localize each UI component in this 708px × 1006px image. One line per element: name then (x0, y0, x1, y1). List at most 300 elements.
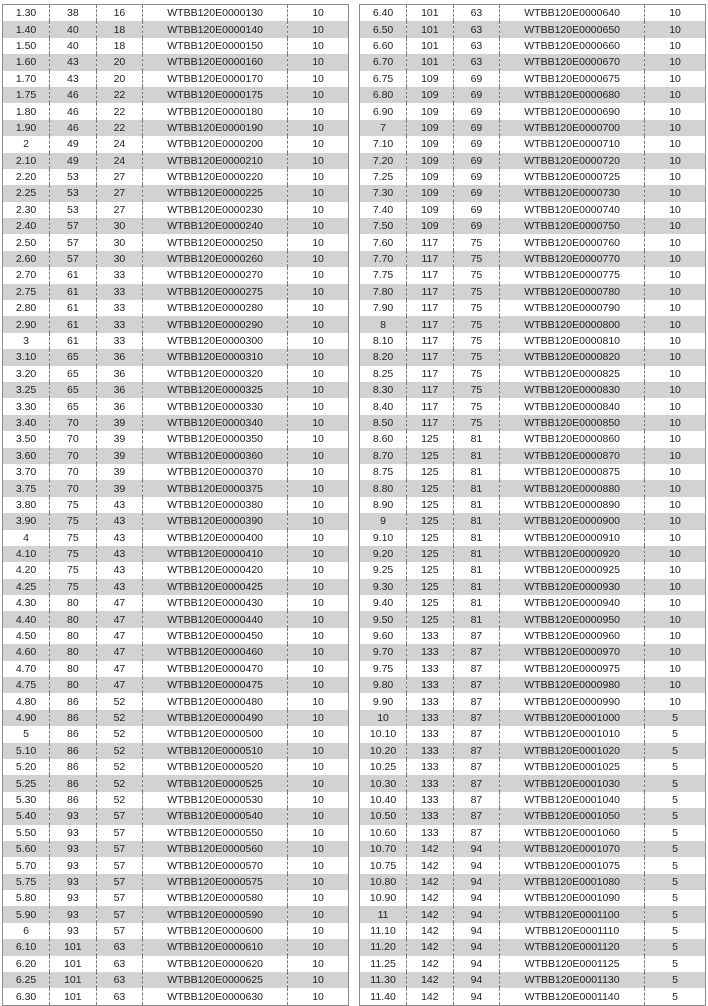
table-row (360, 415, 705, 431)
part-number-cell: WTBB120E0000540 (143, 808, 288, 824)
part-number-cell: WTBB120E0001075 (500, 857, 645, 873)
length-cell: 93 (50, 874, 97, 890)
size-cell: 1.80 (3, 103, 50, 119)
table-row (360, 513, 705, 529)
pack-qty-cell: 10 (645, 366, 705, 382)
pack-qty-cell: 10 (288, 38, 348, 54)
part-number-cell: WTBB120E0000825 (500, 366, 645, 382)
flute-length-cell: 75 (453, 251, 500, 267)
part-number-cell: WTBB120E0000800 (500, 316, 645, 332)
part-number-cell: WTBB120E0001020 (500, 743, 645, 759)
length-cell: 109 (407, 87, 454, 103)
flute-length-cell: 33 (96, 284, 143, 300)
size-cell: 4.75 (3, 677, 50, 693)
size-cell: 4.40 (3, 611, 50, 627)
length-cell: 101 (407, 38, 454, 54)
pack-qty-cell: 10 (288, 382, 348, 398)
length-cell: 86 (50, 759, 97, 775)
size-cell: 10.50 (360, 808, 407, 824)
pack-qty-cell: 10 (645, 644, 705, 660)
length-cell: 133 (407, 661, 454, 677)
pack-qty-cell: 10 (288, 595, 348, 611)
flute-length-cell: 94 (453, 906, 500, 922)
length-cell: 93 (50, 906, 97, 922)
table-row (360, 87, 705, 103)
size-cell: 4.25 (3, 579, 50, 595)
table-row (360, 153, 705, 169)
length-cell: 133 (407, 792, 454, 808)
part-number-cell: WTBB120E0000610 (143, 939, 288, 955)
length-cell: 53 (50, 169, 97, 185)
length-cell: 101 (407, 5, 454, 21)
flute-length-cell: 94 (453, 923, 500, 939)
length-cell: 117 (407, 366, 454, 382)
size-cell: 6.25 (3, 972, 50, 988)
size-cell: 10.20 (360, 743, 407, 759)
part-number-cell: WTBB120E0000670 (500, 54, 645, 70)
pack-qty-cell: 10 (288, 448, 348, 464)
pack-qty-cell: 10 (645, 5, 705, 21)
right-table-body (360, 5, 705, 1005)
length-cell: 46 (50, 103, 97, 119)
flute-length-cell: 75 (453, 267, 500, 283)
pack-qty-cell: 10 (288, 497, 348, 513)
size-cell: 5.40 (3, 808, 50, 824)
length-cell: 86 (50, 775, 97, 791)
pack-qty-cell: 5 (645, 710, 705, 726)
length-cell: 61 (50, 300, 97, 316)
pack-qty-cell: 10 (288, 251, 348, 267)
pack-qty-cell: 10 (288, 988, 348, 1004)
pack-qty-cell: 10 (645, 103, 705, 119)
size-cell: 9.60 (360, 628, 407, 644)
length-cell: 125 (407, 513, 454, 529)
length-cell: 109 (407, 103, 454, 119)
flute-length-cell: 87 (453, 792, 500, 808)
table-row (3, 644, 348, 660)
size-cell: 2.50 (3, 234, 50, 250)
flute-length-cell: 94 (453, 956, 500, 972)
part-number-cell: WTBB120E0001060 (500, 825, 645, 841)
length-cell: 70 (50, 480, 97, 496)
length-cell: 75 (50, 497, 97, 513)
size-cell: 10.75 (360, 857, 407, 873)
table-row (3, 710, 348, 726)
size-cell: 3 (3, 333, 50, 349)
flute-length-cell: 63 (96, 939, 143, 955)
flute-length-cell: 57 (96, 923, 143, 939)
pack-qty-cell: 10 (645, 677, 705, 693)
part-number-cell: WTBB120E0000975 (500, 661, 645, 677)
table-row (360, 202, 705, 218)
flute-length-cell: 33 (96, 316, 143, 332)
pack-qty-cell: 10 (645, 284, 705, 300)
part-number-cell: WTBB120E0000130 (143, 5, 288, 21)
size-cell: 6 (3, 923, 50, 939)
table-row (360, 349, 705, 365)
flute-length-cell: 36 (96, 398, 143, 414)
size-cell: 1.50 (3, 38, 50, 54)
table-row (360, 497, 705, 513)
length-cell: 61 (50, 333, 97, 349)
size-cell: 5.60 (3, 841, 50, 857)
size-cell: 10.90 (360, 890, 407, 906)
part-number-cell: WTBB120E0000775 (500, 267, 645, 283)
table-row (360, 5, 705, 21)
length-cell: 101 (50, 988, 97, 1004)
size-cell: 6.70 (360, 54, 407, 70)
table-row (3, 284, 348, 300)
flute-length-cell: 52 (96, 710, 143, 726)
part-number-cell: WTBB120E0000900 (500, 513, 645, 529)
length-cell: 142 (407, 988, 454, 1004)
size-cell: 10.10 (360, 726, 407, 742)
size-cell: 9.10 (360, 530, 407, 546)
part-number-cell: WTBB120E0000860 (500, 431, 645, 447)
length-cell: 133 (407, 808, 454, 824)
pack-qty-cell: 10 (288, 530, 348, 546)
flute-length-cell: 39 (96, 415, 143, 431)
table-row (3, 333, 348, 349)
part-number-cell: WTBB120E0000225 (143, 185, 288, 201)
table-row (3, 415, 348, 431)
part-number-cell: WTBB120E0000575 (143, 874, 288, 890)
table-row (3, 775, 348, 791)
length-cell: 117 (407, 398, 454, 414)
length-cell: 109 (407, 120, 454, 136)
flute-length-cell: 81 (453, 595, 500, 611)
length-cell: 142 (407, 972, 454, 988)
flute-length-cell: 27 (96, 185, 143, 201)
length-cell: 65 (50, 366, 97, 382)
part-number-cell: WTBB120E0000730 (500, 185, 645, 201)
size-cell: 6.60 (360, 38, 407, 54)
table-row (3, 448, 348, 464)
flute-length-cell: 81 (453, 562, 500, 578)
length-cell: 117 (407, 300, 454, 316)
table-row (360, 398, 705, 414)
part-number-cell: WTBB120E0000220 (143, 169, 288, 185)
size-cell: 8.10 (360, 333, 407, 349)
length-cell: 49 (50, 153, 97, 169)
pack-qty-cell: 10 (288, 677, 348, 693)
part-number-cell: WTBB120E0000475 (143, 677, 288, 693)
part-number-cell: WTBB120E0000310 (143, 349, 288, 365)
table-row (3, 87, 348, 103)
pack-qty-cell: 10 (288, 759, 348, 775)
flute-length-cell: 57 (96, 874, 143, 890)
size-cell: 3.90 (3, 513, 50, 529)
size-cell: 4.20 (3, 562, 50, 578)
flute-length-cell: 16 (96, 5, 143, 21)
part-number-cell: WTBB120E0000925 (500, 562, 645, 578)
size-cell: 5.50 (3, 825, 50, 841)
table-row (3, 661, 348, 677)
part-number-cell: WTBB120E0000600 (143, 923, 288, 939)
size-cell: 11 (360, 906, 407, 922)
part-number-cell: WTBB120E0000700 (500, 120, 645, 136)
length-cell: 61 (50, 316, 97, 332)
table-row (3, 5, 348, 21)
table-row (360, 906, 705, 922)
pack-qty-cell: 10 (288, 628, 348, 644)
flute-length-cell: 69 (453, 218, 500, 234)
length-cell: 65 (50, 398, 97, 414)
length-cell: 133 (407, 726, 454, 742)
flute-length-cell: 47 (96, 611, 143, 627)
flute-length-cell: 69 (453, 185, 500, 201)
part-number-cell: WTBB120E0000500 (143, 726, 288, 742)
pack-qty-cell: 10 (288, 857, 348, 873)
part-number-cell: WTBB120E0000360 (143, 448, 288, 464)
table-row (3, 857, 348, 873)
length-cell: 109 (407, 153, 454, 169)
part-number-cell: WTBB120E0000780 (500, 284, 645, 300)
flute-length-cell: 30 (96, 251, 143, 267)
table-row (3, 743, 348, 759)
part-number-cell: WTBB120E0001130 (500, 972, 645, 988)
table-row (3, 38, 348, 54)
table-row (3, 562, 348, 578)
length-cell: 38 (50, 5, 97, 21)
length-cell: 133 (407, 825, 454, 841)
pack-qty-cell: 10 (645, 513, 705, 529)
part-number-cell: WTBB120E0001010 (500, 726, 645, 742)
pack-qty-cell: 10 (288, 333, 348, 349)
pack-qty-cell: 10 (645, 415, 705, 431)
size-cell: 6.50 (360, 21, 407, 37)
table-row (360, 775, 705, 791)
flute-length-cell: 57 (96, 825, 143, 841)
flute-length-cell: 87 (453, 710, 500, 726)
pack-qty-cell: 5 (645, 825, 705, 841)
pack-qty-cell: 5 (645, 972, 705, 988)
size-cell: 10.40 (360, 792, 407, 808)
pack-qty-cell: 10 (645, 234, 705, 250)
length-cell: 75 (50, 546, 97, 562)
length-cell: 117 (407, 251, 454, 267)
length-cell: 133 (407, 677, 454, 693)
part-number-cell: WTBB120E0000590 (143, 906, 288, 922)
table-row (3, 349, 348, 365)
length-cell: 86 (50, 726, 97, 742)
length-cell: 142 (407, 923, 454, 939)
table-row (360, 284, 705, 300)
table-row (360, 382, 705, 398)
part-number-cell: WTBB120E0000300 (143, 333, 288, 349)
table-row (3, 759, 348, 775)
flute-length-cell: 94 (453, 939, 500, 955)
size-cell: 7.25 (360, 169, 407, 185)
part-number-cell: WTBB120E0000280 (143, 300, 288, 316)
part-number-cell: WTBB120E0000340 (143, 415, 288, 431)
table-row (360, 546, 705, 562)
flute-length-cell: 81 (453, 448, 500, 464)
size-cell: 4.50 (3, 628, 50, 644)
length-cell: 86 (50, 693, 97, 709)
table-row (3, 595, 348, 611)
size-cell: 3.70 (3, 464, 50, 480)
part-number-cell: WTBB120E0000920 (500, 546, 645, 562)
table-row (3, 530, 348, 546)
part-number-cell: WTBB120E0000175 (143, 87, 288, 103)
table-row (3, 464, 348, 480)
pack-qty-cell: 10 (645, 251, 705, 267)
size-cell: 8.30 (360, 382, 407, 398)
table-row (360, 251, 705, 267)
length-cell: 80 (50, 611, 97, 627)
pack-qty-cell: 10 (288, 513, 348, 529)
flute-length-cell: 75 (453, 366, 500, 382)
part-number-cell: WTBB120E0000210 (143, 153, 288, 169)
part-number-cell: WTBB120E0000325 (143, 382, 288, 398)
size-cell: 1.40 (3, 21, 50, 37)
pack-qty-cell: 10 (645, 87, 705, 103)
size-cell: 8 (360, 316, 407, 332)
table-row (3, 546, 348, 562)
pack-qty-cell: 10 (288, 267, 348, 283)
pack-qty-cell: 10 (645, 480, 705, 496)
table-row (360, 857, 705, 873)
flute-length-cell: 69 (453, 87, 500, 103)
table-row (3, 988, 348, 1004)
length-cell: 93 (50, 857, 97, 873)
flute-length-cell: 52 (96, 726, 143, 742)
part-number-cell: WTBB120E0000190 (143, 120, 288, 136)
length-cell: 142 (407, 857, 454, 873)
table-row (360, 710, 705, 726)
part-number-cell: WTBB120E0000330 (143, 398, 288, 414)
part-number-cell: WTBB120E0000870 (500, 448, 645, 464)
table-row (360, 808, 705, 824)
table-row (360, 890, 705, 906)
table-row (3, 513, 348, 529)
table-row (3, 956, 348, 972)
length-cell: 142 (407, 841, 454, 857)
size-cell: 1.30 (3, 5, 50, 21)
table-row (360, 693, 705, 709)
length-cell: 57 (50, 234, 97, 250)
flute-length-cell: 69 (453, 169, 500, 185)
flute-length-cell: 33 (96, 267, 143, 283)
part-number-cell: WTBB120E0000875 (500, 464, 645, 480)
length-cell: 117 (407, 415, 454, 431)
part-number-cell: WTBB120E0000640 (500, 5, 645, 21)
part-number-cell: WTBB120E0000390 (143, 513, 288, 529)
flute-length-cell: 47 (96, 628, 143, 644)
flute-length-cell: 27 (96, 202, 143, 218)
size-cell: 7.75 (360, 267, 407, 283)
pack-qty-cell: 5 (645, 743, 705, 759)
pack-qty-cell: 10 (288, 579, 348, 595)
flute-length-cell: 81 (453, 579, 500, 595)
flute-length-cell: 69 (453, 202, 500, 218)
size-cell: 2.40 (3, 218, 50, 234)
table-row (360, 972, 705, 988)
table-row (360, 21, 705, 37)
pack-qty-cell: 10 (645, 398, 705, 414)
part-number-cell: WTBB120E0001030 (500, 775, 645, 791)
part-number-cell: WTBB120E0000270 (143, 267, 288, 283)
size-cell: 11.10 (360, 923, 407, 939)
size-cell: 2.30 (3, 202, 50, 218)
flute-length-cell: 43 (96, 562, 143, 578)
table-row (360, 136, 705, 152)
size-cell: 8.80 (360, 480, 407, 496)
left-table-panel (2, 4, 349, 1006)
part-number-cell: WTBB120E0000380 (143, 497, 288, 513)
flute-length-cell: 36 (96, 366, 143, 382)
part-number-cell: WTBB120E0000440 (143, 611, 288, 627)
flute-length-cell: 87 (453, 628, 500, 644)
length-cell: 93 (50, 808, 97, 824)
pack-qty-cell: 10 (645, 71, 705, 87)
size-cell: 4.90 (3, 710, 50, 726)
pack-qty-cell: 10 (645, 136, 705, 152)
pack-qty-cell: 10 (645, 54, 705, 70)
length-cell: 93 (50, 923, 97, 939)
pack-qty-cell: 10 (288, 562, 348, 578)
pack-qty-cell: 5 (645, 775, 705, 791)
part-number-cell: WTBB120E0001100 (500, 906, 645, 922)
flute-length-cell: 81 (453, 546, 500, 562)
table-row (360, 169, 705, 185)
pack-qty-cell: 10 (288, 54, 348, 70)
size-cell: 9 (360, 513, 407, 529)
size-cell: 6.40 (360, 5, 407, 21)
table-row (360, 333, 705, 349)
size-cell: 5.70 (3, 857, 50, 873)
size-cell: 7.40 (360, 202, 407, 218)
pack-qty-cell: 10 (288, 169, 348, 185)
size-cell: 9.80 (360, 677, 407, 693)
table-row (360, 939, 705, 955)
size-cell: 2 (3, 136, 50, 152)
pack-qty-cell: 5 (645, 726, 705, 742)
length-cell: 93 (50, 825, 97, 841)
size-cell: 3.80 (3, 497, 50, 513)
table-row (360, 611, 705, 627)
size-cell: 5.75 (3, 874, 50, 890)
part-number-cell: WTBB120E0000890 (500, 497, 645, 513)
part-number-cell: WTBB120E0000625 (143, 972, 288, 988)
pack-qty-cell: 10 (645, 202, 705, 218)
table-row (3, 185, 348, 201)
pack-qty-cell: 5 (645, 988, 705, 1004)
pack-qty-cell: 10 (645, 611, 705, 627)
pack-qty-cell: 10 (288, 611, 348, 627)
size-cell: 4.70 (3, 661, 50, 677)
length-cell: 57 (50, 218, 97, 234)
flute-length-cell: 94 (453, 841, 500, 857)
size-cell: 4 (3, 530, 50, 546)
part-number-cell: WTBB120E0000140 (143, 21, 288, 37)
table-row (360, 530, 705, 546)
table-row (360, 628, 705, 644)
flute-length-cell: 75 (453, 333, 500, 349)
table-row (3, 398, 348, 414)
pack-qty-cell: 10 (288, 185, 348, 201)
part-number-cell: WTBB120E0000650 (500, 21, 645, 37)
length-cell: 75 (50, 513, 97, 529)
pack-qty-cell: 10 (288, 136, 348, 152)
length-cell: 80 (50, 595, 97, 611)
length-cell: 125 (407, 530, 454, 546)
table-row (3, 300, 348, 316)
size-cell: 11.20 (360, 939, 407, 955)
pack-qty-cell: 10 (288, 972, 348, 988)
flute-length-cell: 75 (453, 284, 500, 300)
